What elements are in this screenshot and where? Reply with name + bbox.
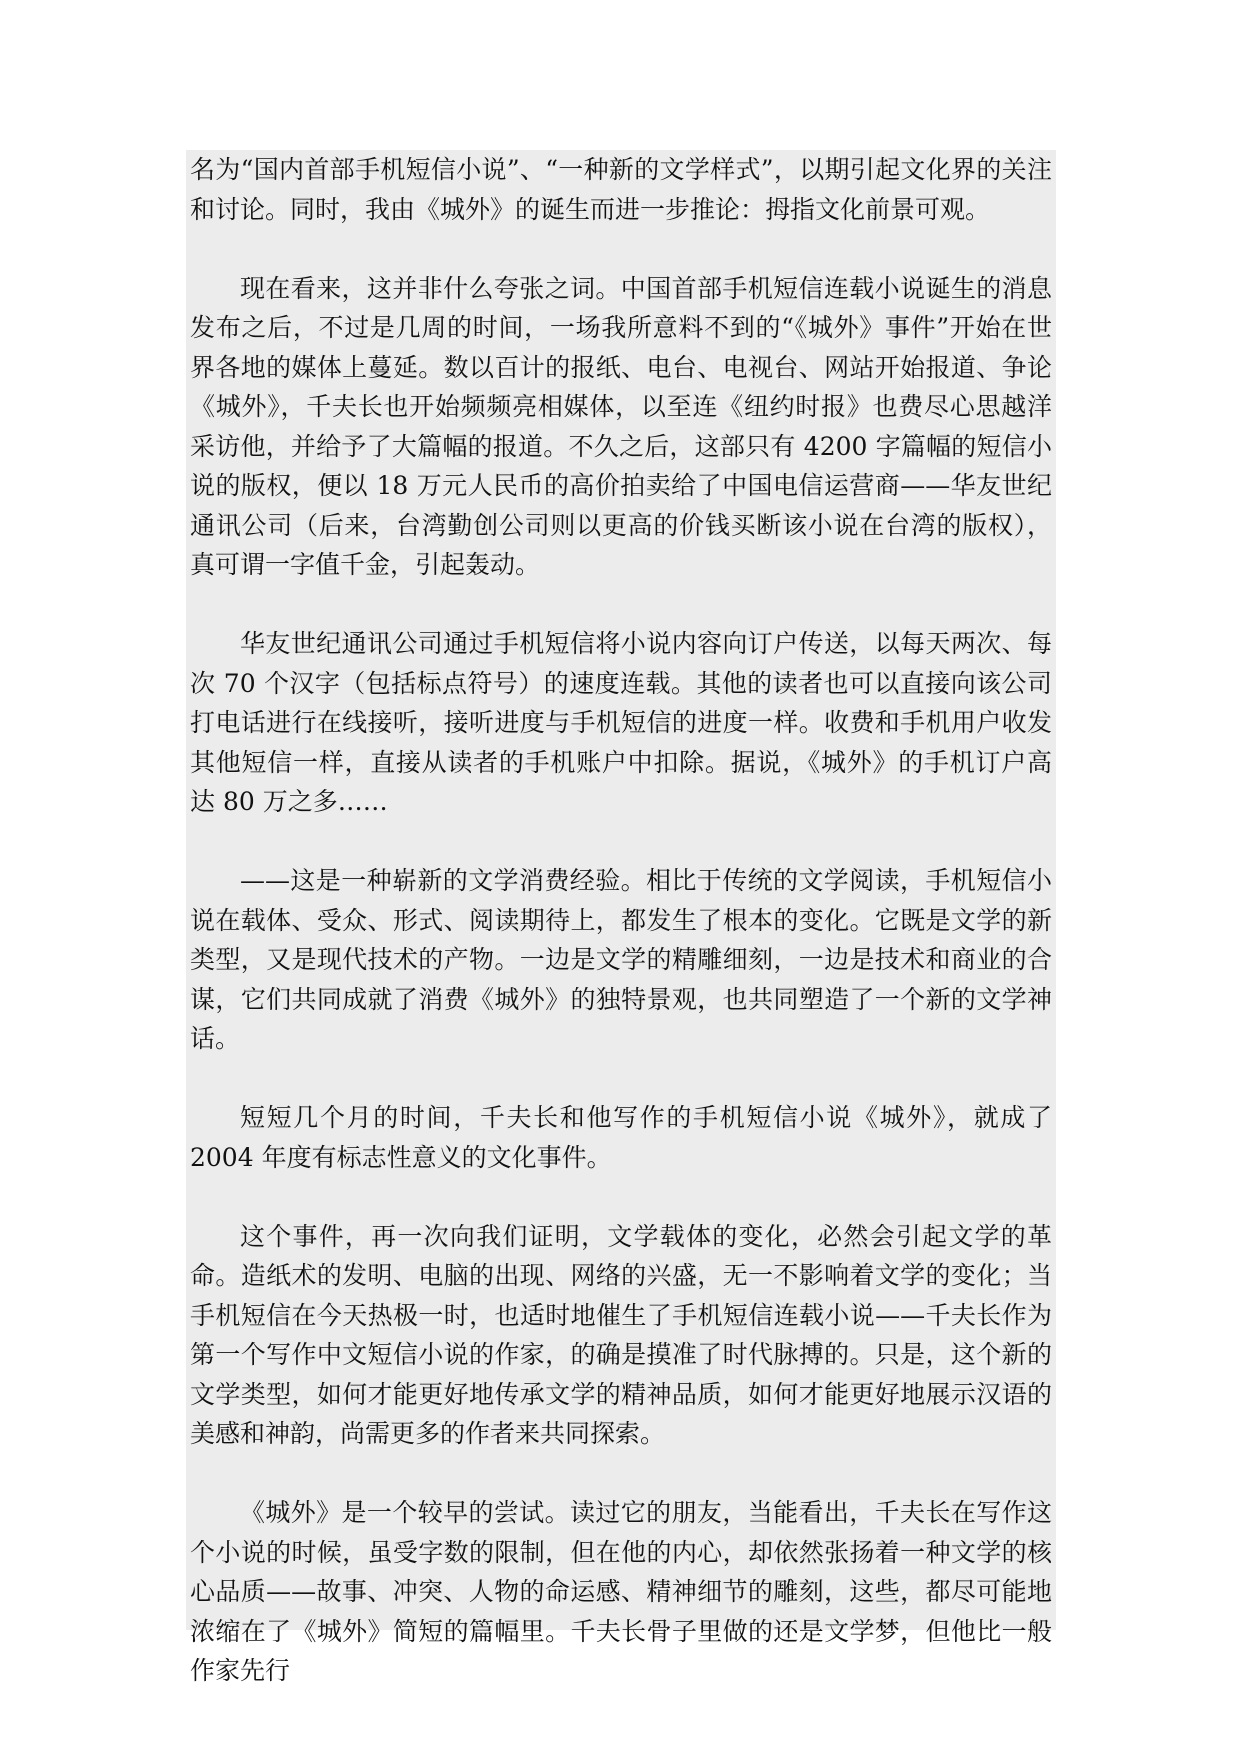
article-body (186, 150, 1056, 1685)
paragraph-1: 名为“国内首部手机短信小说”、“一种新的文学样式”，以期引起文化界的关注和讨论。同时，我由《城外》的诞生而进一步推论：拇指文化前景可观。 (190, 155, 1052, 224)
paragraph-2: 现在看来，这并非什么夸张之词。中国首部手机短信连载小说诞生的消息发布之后，不过是几周的时间，一场我所意料不到的“《城外》事件”开始在世界各地的媒体上蔓延。数以百计的报纸、电台、电视台、网站开始报道、争论《城外》，千夫长也开始频频亮相媒体，以至连《纽约时报》也费尽心思越洋采访他，并给予了大篇幅的报道。不久之后，这部只有 4200 字篇幅的短信小说的版权，便以 18 万元人民币的高价拍卖给了中国电信运营商——华友世纪通讯公司（后来，台湾勤创公司则以更高的价钱买断该小说在台湾的版权），真可谓一字值千金，引起轰动。 (190, 273, 1052, 579)
paragraph-6: 这个事件，再一次向我们证明，文学载体的变化，必然会引起文学的革命。造纸术的发明、电脑的出现、网络的兴盛，无一不影响着文学的变化；当手机短信在今天热极一时，也适时地催生了手机短信连载小说——千夫长作为第一个写作中文短信小说的作家，的确是摸准了时代脉搏的。只是，这个新的文学类型，如何才能更好地传承文学的精神品质，如何才能更好地展示汉语的美感和神韵，尚需更多的作者来共同探索。 (190, 1221, 1052, 1448)
paragraph-spacer (186, 1454, 1056, 1494)
paragraph-spacer (186, 585, 1056, 625)
paragraph-spacer (186, 822, 1056, 862)
paragraph-spacer (186, 1059, 1056, 1099)
paragraph-4: ——这是一种崭新的文学消费经验。相比于传统的文学阅读，手机短信小说在载体、受众、形式、阅读期待上，都发生了根本的变化。它既是文学的新类型，又是现代技术的产物。一边是文学的精雕细刻，一边是技术和商业的合谋，它们共同成就了消费《城外》的独特景观，也共同塑造了一个新的文学神话。 (190, 866, 1052, 1053)
paragraph-spacer (186, 1177, 1056, 1217)
paragraph-7: 《城外》是一个较早的尝试。读过它的朋友，当能看出，千夫长在写作这个小说的时候，虽受字数的限制，但在他的内心，却依然张扬着一种文学的核心品质——故事、冲突、人物的命运感、精神细节的雕刻，这些，都尽可能地浓缩在了《城外》简短的篇幅里。千夫长骨子里做的还是文学梦，但他比一般作家先行 (190, 1498, 1052, 1685)
paragraph-5: 短短几个月的时间，千夫长和他写作的手机短信小说《城外》，就成了 2004 年度有标志性意义的文化事件。 (190, 1103, 1052, 1172)
paragraph-3: 华友世纪通讯公司通过手机短信将小说内容向订户传送，以每天两次、每次 70 个汉字（包括标点符号）的速度连载。其他的读者也可以直接向该公司打电话进行在线接听，接听进度与手机短信的进度一样。收费和手机用户收发其他短信一样，直接从读者的手机账户中扣除。据说，《城外》的手机订户高达 80 万之多…… (190, 629, 1052, 816)
paragraph-spacer (186, 229, 1056, 269)
